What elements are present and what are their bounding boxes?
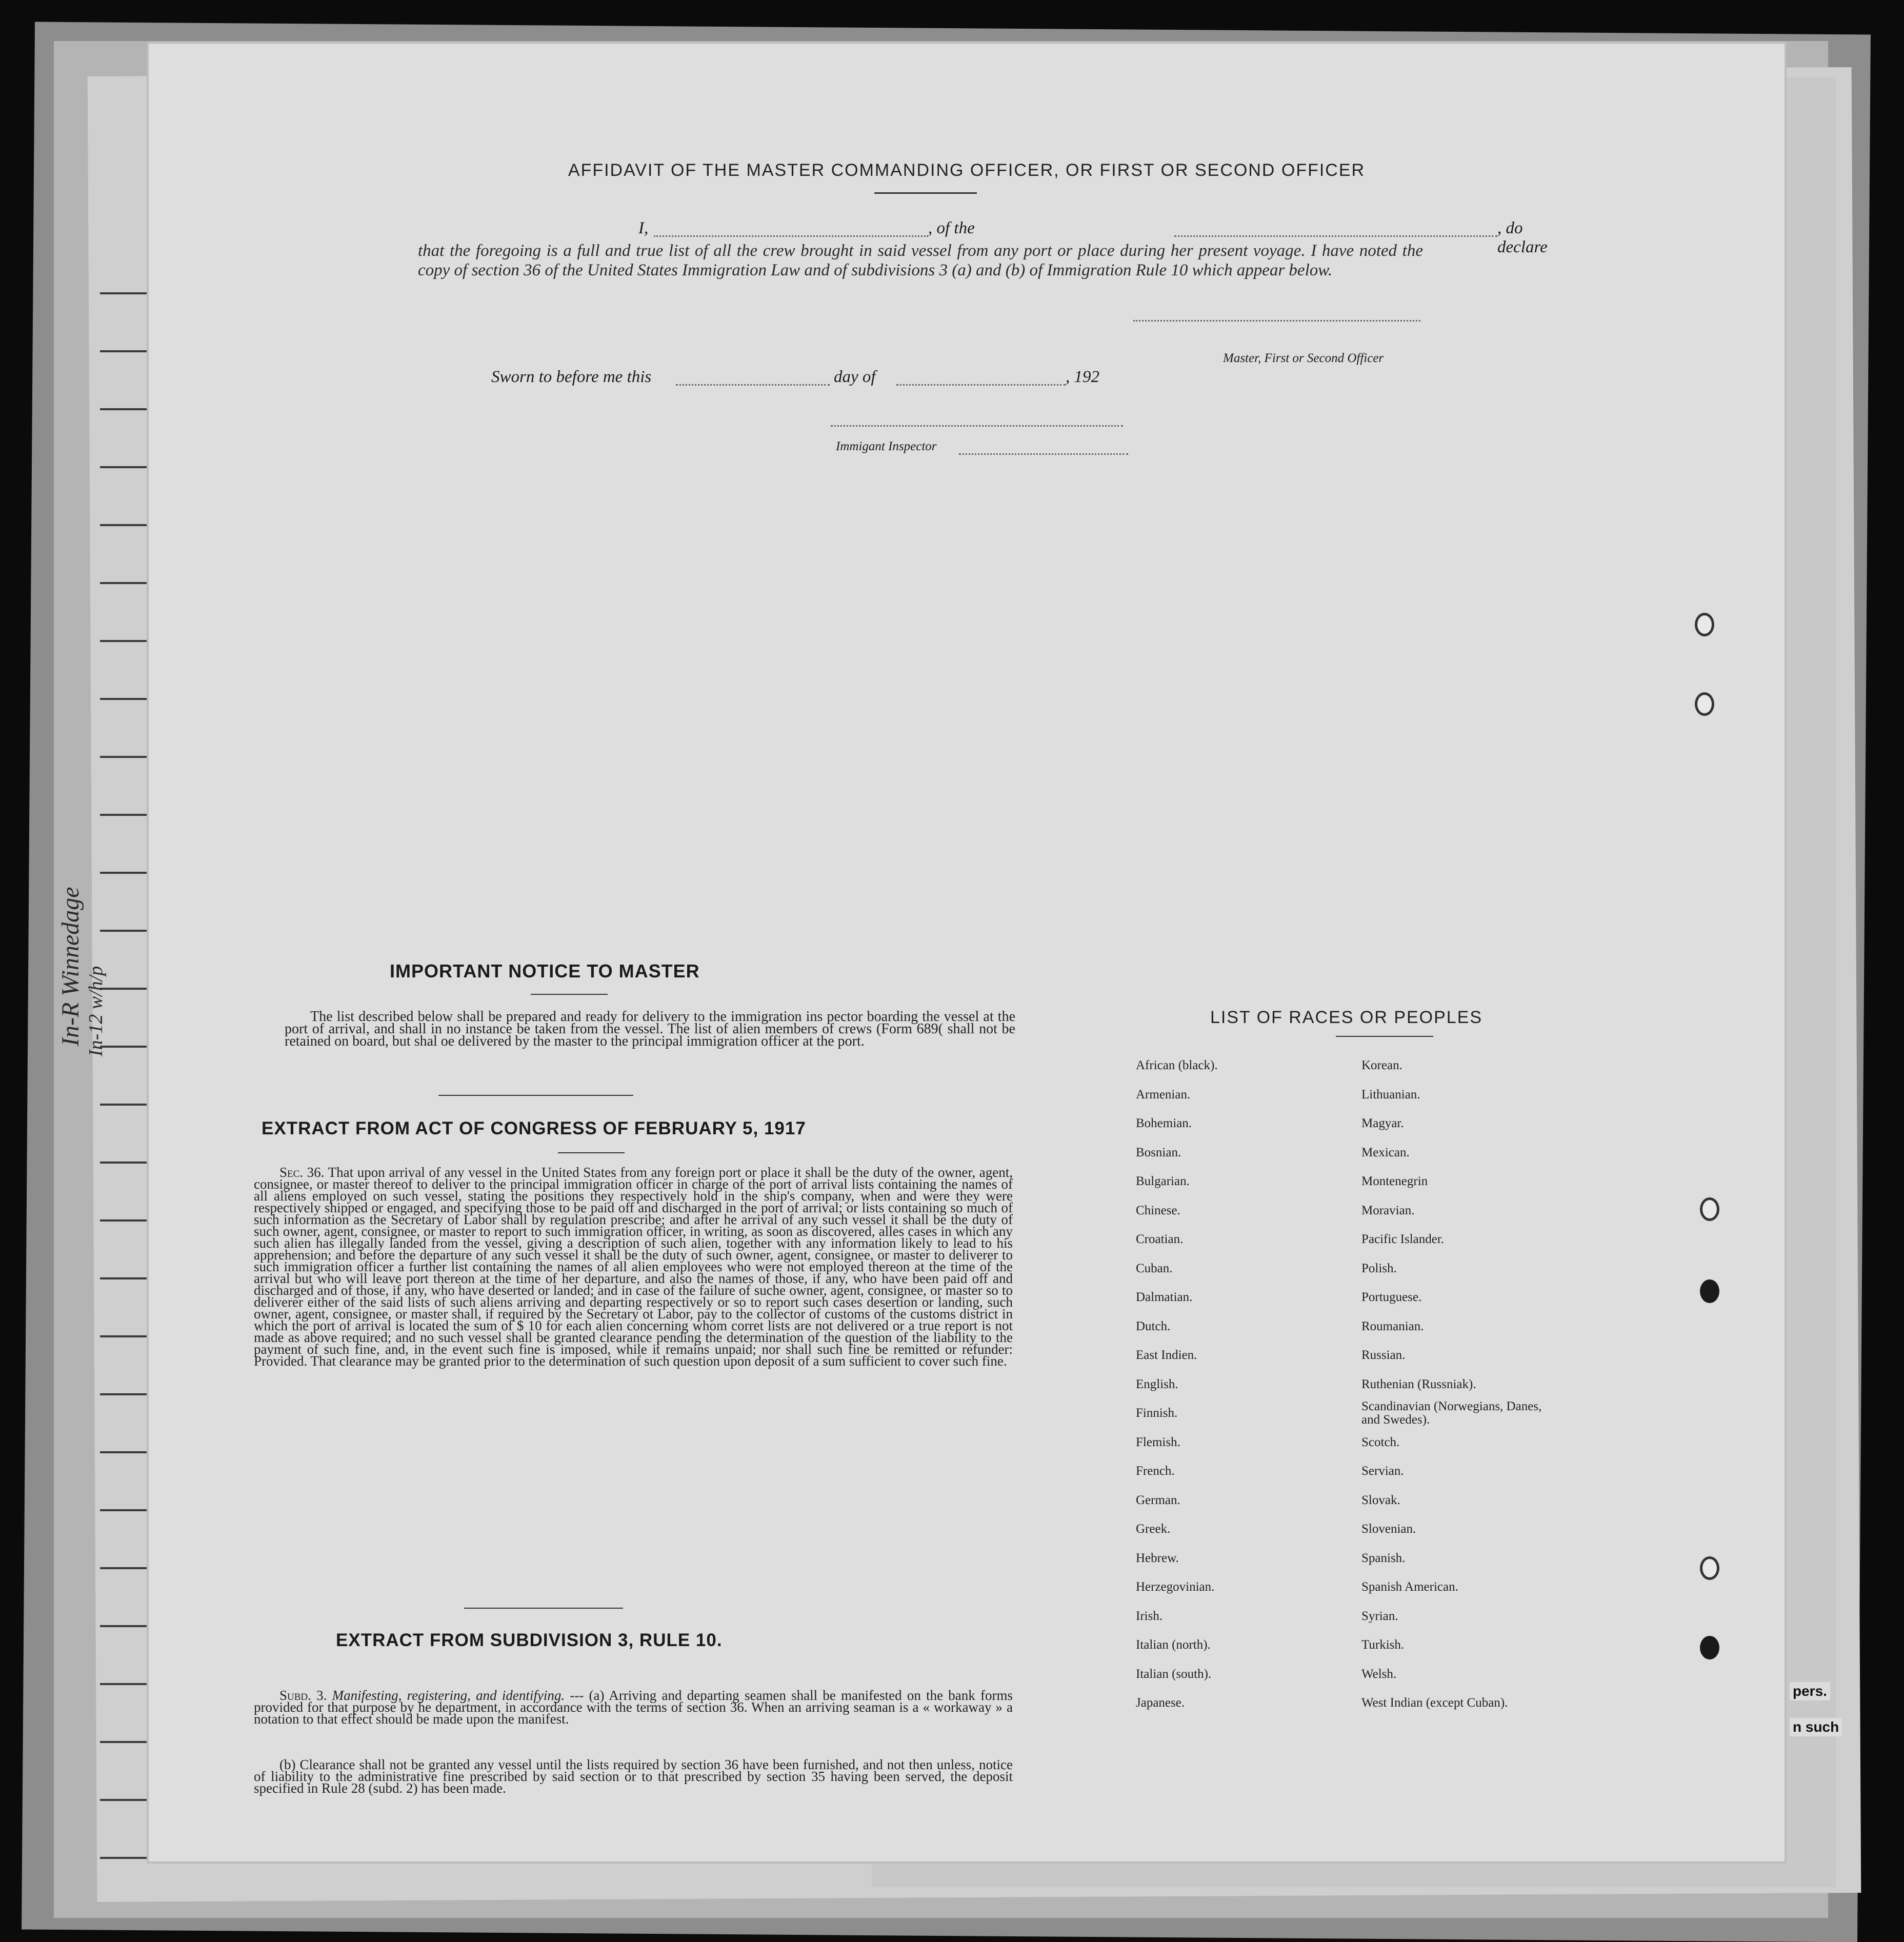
margin-handwriting: In-12 w/h/p — [85, 966, 107, 1056]
race-entry: Flemish. — [1136, 1435, 1180, 1449]
race-entry: Spanish. — [1361, 1551, 1406, 1565]
races-row — [1136, 1283, 1546, 1312]
title-underline — [874, 192, 977, 194]
race-entry: Finnish. — [1136, 1406, 1178, 1420]
edge-text-fragment: pers. — [1790, 1682, 1830, 1700]
signature-caption: Master, First or Second Officer — [1223, 351, 1384, 365]
section-36-text: That upon arrival of any vessel in the United States from any foreign port or place it shall be the duty of the owner, agent, consignee, or master thereof to deliver to the principal immigration officer in charge of the port of arrival lists containing the names of all aliens employed on such vessel, stating the positions they respectively hold in the ship's company, when and were they were respectively shipped or engaged, and specifying those to be paid off and discharged in the port of arrival; or lists containing so much of such information as the Secretary of Labor shall by regulation prescribe; and after he arrival of any such vessel it shall be the duty of such owner, agent, consignee, or master to report to such immigration officer, in writing, as soon as discovered, alles cases in which any such alien has illegally landed from the vessel, giving a description of such alien, together with any information likely to lead to his apprehension; and before the departure of any such vessel it shall be the duty of such owner, agent, consignee, or master to deliverer to such immigration officer a further list containing the names of all alien employees who were not employed thereon at the time of the arrival but who will leave port thereon at the time of her departure, and also the names of those, if any, who have been paid off and discharged and of those, if any, who have deserted or landed; and in case of the failure of suche owner, agent, consignee, or master so to deliverer either of the said lists of such aliens arriving and departing respectively or so to report such cases desertion or landing, such owner, agent, consignee, or master shall, if required by the Secretary ot Labor, pay to the collector of customs of the customs district in which the port of arrival is located the sum of $ 10 for each alien concerning whom corret lists are not delivered or a true report is not made as above required; and no such vessel shall be granted clearance pending the determination of the question of the liability to the payment of such fine, and, in the event such fine is imposed, while it remains unpaid; nor shall such fine be remitted or refunder: Provided. That clearance may be granted prior to the determination of such question upon deposit of a sum sufficient to cover such fine. — [254, 1165, 1013, 1369]
affidavit-body: that the foregoing is a full and true list of all the crew brought in said vessel from any port or place during her present voyage. I have noted the copy of section 36 of the United States Immigration Law and of subdivisions 3 (a) and (b) of Immigration Rule 10 which appear below. — [418, 242, 1423, 279]
punch-hole — [1700, 1556, 1719, 1580]
name-blank — [654, 222, 928, 237]
race-entry: Bosnian. — [1136, 1145, 1181, 1159]
race-entry: Greek. — [1136, 1522, 1171, 1536]
edge-text-fragment: n such — [1790, 1718, 1842, 1736]
extract-rule-title: EXTRACT FROM SUBDIVISION 3, RULE 10. — [336, 1630, 723, 1650]
declarant-prefix: I, — [638, 219, 649, 237]
extract-act-title: EXTRACT FROM ACT OF CONGRESS OF FEBRUARY 5, 1917 — [262, 1118, 806, 1138]
notice-underline — [531, 994, 608, 995]
race-entry: African (black). — [1136, 1058, 1218, 1073]
do-declare-label: , do declare — [1497, 219, 1548, 256]
races-row — [1136, 1370, 1546, 1399]
races-title: LIST OF RACES OR PEOPLES — [1210, 1008, 1483, 1027]
subd-heading: Manifesting, registering, and identifying. — [332, 1688, 565, 1703]
punch-hole — [1700, 1636, 1719, 1659]
notice-body: The list described below shall be prepared and ready for delivery to the immigration ins pector boarding the vessel at the port of arrival, and shall in no instance be taken from the vessel. The list of alien members of crews (Form 689( shall not be retained on board, but shal oe delivered by the master to the principal immigration officer at the port. — [285, 1009, 1015, 1049]
race-entry: West Indian (except Cuban). — [1361, 1696, 1508, 1710]
race-entry: Turkish. — [1361, 1638, 1405, 1652]
races-row — [1136, 1341, 1546, 1370]
race-entry: Korean. — [1361, 1058, 1402, 1073]
day-of-label: day of — [834, 368, 876, 386]
race-entry: Pacific Islander. — [1361, 1232, 1445, 1247]
section-label: Sec. 36. — [279, 1165, 325, 1180]
races-row — [1136, 1602, 1546, 1631]
race-entry: Moravian. — [1361, 1203, 1415, 1217]
races-row — [1136, 1457, 1546, 1486]
races-row — [1136, 1515, 1546, 1544]
extract-act-body — [254, 1167, 1013, 1367]
races-row — [1136, 1544, 1546, 1573]
race-entry: Cuban. — [1136, 1261, 1173, 1275]
races-underline — [1336, 1036, 1433, 1037]
race-entry: Russian. — [1361, 1348, 1406, 1363]
races-row — [1136, 1399, 1546, 1428]
race-entry: Montenegrin — [1361, 1174, 1428, 1189]
races-row — [1136, 1573, 1546, 1602]
inspector-name-line — [959, 451, 1128, 455]
separator — [464, 1608, 623, 1609]
of-the-label: , of the — [928, 219, 975, 237]
document-page — [149, 44, 1785, 1861]
race-entry: Hebrew. — [1136, 1551, 1179, 1565]
punch-hole — [1695, 613, 1714, 636]
inspector-caption: Immigant Inspector — [836, 439, 937, 453]
separator — [438, 1095, 633, 1096]
race-entry: Dutch. — [1136, 1319, 1171, 1333]
race-entry: Scotch. — [1361, 1435, 1400, 1449]
sworn-line — [491, 368, 1286, 390]
subd-label: Subd. 3. — [279, 1688, 327, 1703]
races-row — [1136, 1312, 1546, 1342]
race-entry: English. — [1136, 1377, 1178, 1391]
race-entry: Armenian. — [1136, 1087, 1191, 1102]
races-row — [1136, 1225, 1546, 1254]
races-row — [1136, 1428, 1546, 1457]
race-entry: East Indien. — [1136, 1348, 1197, 1363]
race-entry: Dalmatian. — [1136, 1290, 1193, 1305]
sworn-prefix: Sworn to before me this — [491, 368, 652, 386]
race-entry: German. — [1136, 1493, 1180, 1507]
inspector-signature-line — [831, 423, 1123, 427]
race-entry: Mexican. — [1361, 1145, 1410, 1159]
races-row — [1136, 1486, 1546, 1515]
race-entry: Bohemian. — [1136, 1116, 1192, 1131]
race-entry: Ruthenian (Russniak). — [1361, 1377, 1476, 1391]
extract-rule-body — [254, 1690, 1013, 1725]
races-table — [1136, 1051, 1546, 1718]
races-row — [1136, 1109, 1546, 1138]
race-entry: Bulgarian. — [1136, 1174, 1190, 1189]
notice-title: IMPORTANT NOTICE TO MASTER — [390, 960, 700, 982]
race-entry: Servian. — [1361, 1464, 1404, 1478]
race-entry: Scandinavian (Norwegians, Danes, and Swedes). — [1361, 1399, 1542, 1427]
race-entry: Lithuanian. — [1361, 1087, 1420, 1102]
punch-hole — [1695, 692, 1714, 716]
race-entry: Welsh. — [1361, 1667, 1397, 1681]
race-entry: Roumanian. — [1361, 1319, 1424, 1333]
races-row — [1136, 1254, 1546, 1284]
race-entry: Polish. — [1361, 1261, 1397, 1275]
margin-handwriting: In-R Winnedage — [57, 887, 84, 1046]
race-entry: Magyar. — [1361, 1116, 1404, 1131]
races-row — [1136, 1051, 1546, 1080]
race-entry: Spanish American. — [1361, 1580, 1458, 1594]
vessel-blank — [1174, 222, 1497, 237]
races-row — [1136, 1196, 1546, 1226]
affidavit-title: AFFIDAVIT OF THE MASTER COMMANDING OFFICER, OR FIRST OR SECOND OFFICER — [568, 161, 1366, 180]
races-row — [1136, 1631, 1546, 1660]
race-entry: Irish. — [1136, 1609, 1163, 1623]
subd-para-b: (b) Clearance shall not be granted any vessel until the lists required by section 36 have been furnished, and not then unless, notice of liability to the administrative fine prescribed by said section or to that prescribed by section 35 having been served, the deposit specified in Rule 28 (subd. 2) has been made. — [254, 1757, 1013, 1796]
race-entry: Slovak. — [1361, 1493, 1400, 1507]
race-entry: Slovenian. — [1361, 1522, 1416, 1536]
month-blank — [896, 371, 1066, 386]
year-label: , 192 — [1066, 368, 1099, 386]
race-entry: Portuguese. — [1361, 1290, 1422, 1305]
race-entry: Chinese. — [1136, 1203, 1180, 1217]
races-row — [1136, 1138, 1546, 1168]
races-row — [1136, 1660, 1546, 1689]
declaration-line — [492, 219, 1574, 256]
races-row — [1136, 1080, 1546, 1110]
race-entry: French. — [1136, 1464, 1175, 1478]
race-entry: Croatian. — [1136, 1232, 1184, 1247]
race-entry: Japanese. — [1136, 1696, 1185, 1710]
races-row — [1136, 1167, 1546, 1196]
races-row — [1136, 1689, 1546, 1718]
punch-hole — [1700, 1197, 1719, 1221]
race-entry: Italian (north). — [1136, 1638, 1211, 1652]
race-entry: Italian (south). — [1136, 1667, 1212, 1681]
race-entry: Herzegovinian. — [1136, 1580, 1215, 1594]
race-entry: Syrian. — [1361, 1609, 1398, 1623]
extract-act-underline — [558, 1152, 625, 1153]
punch-hole — [1700, 1279, 1719, 1303]
signature-line — [1133, 318, 1420, 322]
day-blank — [676, 371, 830, 386]
subd-para-a: --- (a) Arriving and departing seamen shall be manifested on the bank forms provided for that purpose by he department, in accordance with the terms of section 36. When an arriving seaman is a « workaway » a notation to that effect should be made upon the manifest. — [254, 1688, 1013, 1727]
